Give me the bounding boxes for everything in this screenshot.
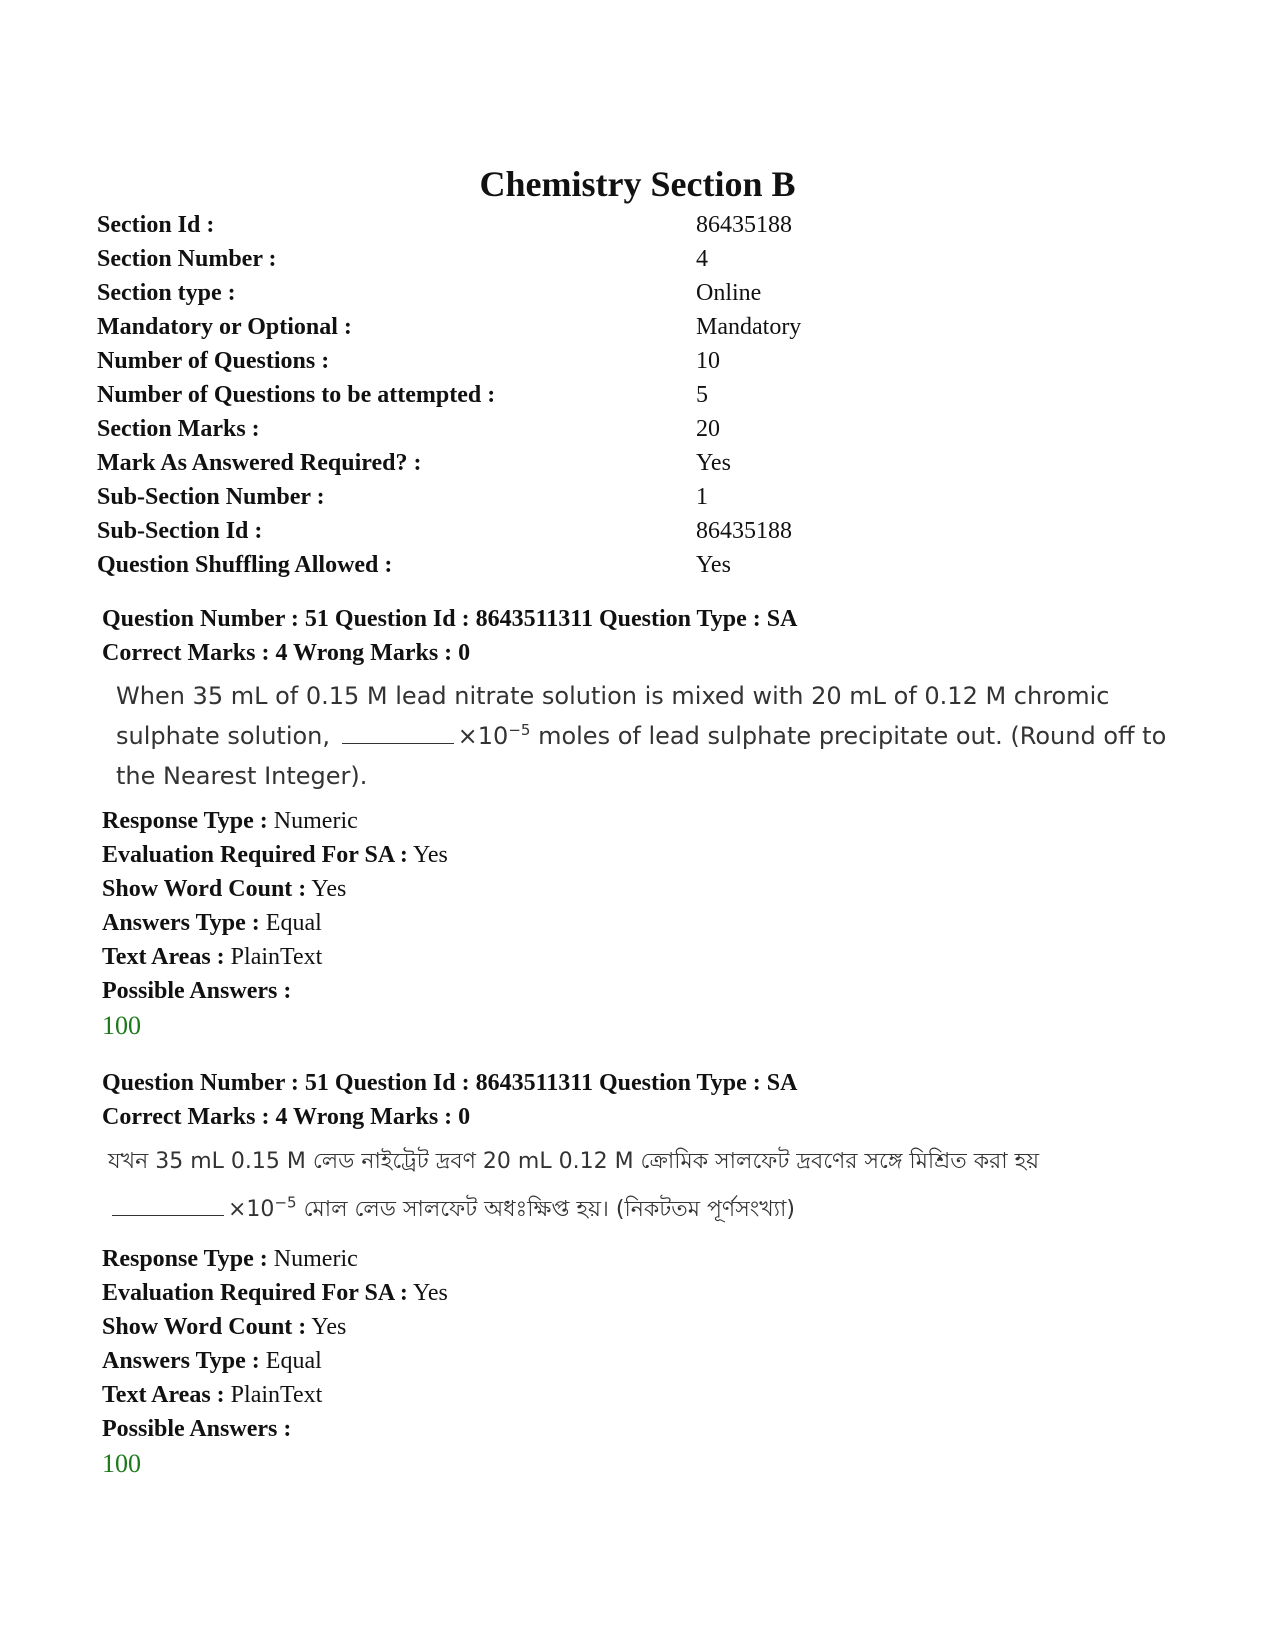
question-block-bengali	[102, 1066, 1202, 1482]
detail-value: Equal	[265, 1348, 322, 1374]
info-value: Online	[696, 280, 762, 306]
info-row-section-type	[97, 276, 1097, 310]
info-value: 86435188	[696, 518, 792, 544]
info-value: 10	[696, 348, 720, 374]
info-value: Yes	[696, 450, 731, 476]
detail-label: Text Areas :	[102, 944, 225, 970]
detail-label: Show Word Count :	[102, 1314, 307, 1340]
info-value: Mandatory	[696, 314, 802, 340]
possible-answer-value: 100	[102, 1011, 141, 1040]
question-marks: Correct Marks : 4 Wrong Marks : 0	[102, 640, 471, 666]
info-row-mark-as-answered	[97, 446, 1097, 480]
detail-response-type	[102, 1242, 1202, 1276]
answer-blank	[112, 1197, 224, 1216]
detail-label: Answers Type :	[102, 1348, 260, 1374]
detail-value: Numeric	[273, 1246, 358, 1272]
question-details	[102, 1242, 1202, 1482]
info-value: 5	[696, 382, 708, 408]
question-marks: Correct Marks : 4 Wrong Marks : 0	[102, 1104, 471, 1130]
info-value: 86435188	[696, 212, 792, 238]
info-row-number-of-questions	[97, 344, 1097, 378]
info-row-sub-section-number	[97, 480, 1097, 514]
detail-evaluation-required	[102, 1276, 1202, 1310]
page-title: Chemistry Section B	[479, 164, 796, 204]
detail-label: Possible Answers :	[102, 1416, 292, 1442]
question-text-times: ×10	[228, 1197, 275, 1222]
detail-label: Text Areas :	[102, 1382, 225, 1408]
detail-label: Show Word Count :	[102, 876, 307, 902]
detail-possible-answers	[102, 974, 1202, 1008]
info-row-sub-section-id	[97, 514, 1097, 548]
info-row-section-id	[97, 208, 1097, 242]
detail-answers-type	[102, 906, 1202, 940]
info-label: Section Number :	[97, 246, 277, 272]
detail-value: Yes	[412, 1280, 448, 1306]
question-text-exponent: −5	[274, 1193, 297, 1212]
detail-value: Equal	[265, 910, 322, 936]
detail-label: Response Type :	[102, 808, 268, 834]
detail-value: Yes	[412, 842, 448, 868]
detail-value: PlainText	[230, 944, 323, 970]
info-label: Sub-Section Id :	[97, 518, 263, 544]
info-row-questions-to-attempt	[97, 378, 1097, 412]
question-text-times: ×10	[457, 722, 509, 750]
info-value: 1	[696, 484, 708, 510]
detail-possible-answers	[102, 1412, 1202, 1446]
detail-value: Yes	[311, 876, 347, 902]
detail-value: Yes	[311, 1314, 347, 1340]
question-header: Question Number : 51 Question Id : 8643511311 Question Type : SA	[102, 1070, 798, 1096]
detail-value: PlainText	[230, 1382, 323, 1408]
info-label: Question Shuffling Allowed :	[97, 552, 393, 578]
info-value: Yes	[696, 552, 731, 578]
question-text-part1: যখন 35 mL 0.15 M লেড নাইট্রেট দ্রবণ 20 mL 0.12 M ক্রোমিক সালফেট দ্রবণের সঙ্গে মিশ্রিত করা হয়	[108, 1149, 1040, 1174]
info-label: Section Id :	[97, 212, 215, 238]
info-row-section-marks	[97, 412, 1097, 446]
info-label: Number of Questions :	[97, 348, 330, 374]
detail-label: Possible Answers :	[102, 978, 292, 1004]
detail-response-type	[102, 804, 1202, 838]
info-label: Section type :	[97, 280, 236, 306]
info-row-section-number	[97, 242, 1097, 276]
question-text-exponent: −5	[508, 721, 531, 739]
possible-answer-value: 100	[102, 1449, 141, 1478]
info-value: 20	[696, 416, 720, 442]
question-text	[108, 1138, 1198, 1234]
question-header: Question Number : 51 Question Id : 8643511311 Question Type : SA	[102, 606, 798, 632]
question-text-part2: moles of lead sulphate precipitate out. (Round off to the Nearest Integer).	[116, 722, 1167, 790]
question-block-english	[102, 602, 1202, 1044]
detail-label: Answers Type :	[102, 910, 260, 936]
detail-evaluation-required	[102, 838, 1202, 872]
question-text-part2: মোল লেড সালফেট অধঃক্ষিপ্ত হয়। (নিকটতম পূর্ণসংখ্যা)	[303, 1197, 795, 1222]
question-details	[102, 804, 1202, 1044]
detail-answers-type	[102, 1344, 1202, 1378]
info-label: Number of Questions to be attempted :	[97, 382, 496, 408]
detail-label: Evaluation Required For SA :	[102, 1280, 408, 1306]
question-text	[116, 676, 1188, 796]
section-info-table	[97, 208, 1097, 582]
info-label: Mandatory or Optional :	[97, 314, 352, 340]
detail-text-areas	[102, 1378, 1202, 1412]
info-value: 4	[696, 246, 708, 272]
detail-value: Numeric	[273, 808, 358, 834]
detail-label: Evaluation Required For SA :	[102, 842, 408, 868]
detail-show-word-count	[102, 872, 1202, 906]
detail-label: Response Type :	[102, 1246, 268, 1272]
info-row-question-shuffling	[97, 548, 1097, 582]
answer-blank	[342, 725, 454, 744]
info-row-mandatory	[97, 310, 1097, 344]
detail-show-word-count	[102, 1310, 1202, 1344]
info-label: Section Marks :	[97, 416, 260, 442]
question-text-part1: When 35 mL of 0.15 M lead nitrate solution is mixed with 20 mL of 0.12 M chromic sulphate solution,	[116, 682, 1110, 750]
detail-text-areas	[102, 940, 1202, 974]
info-label: Sub-Section Number :	[97, 484, 325, 510]
info-label: Mark As Answered Required? :	[97, 450, 422, 476]
